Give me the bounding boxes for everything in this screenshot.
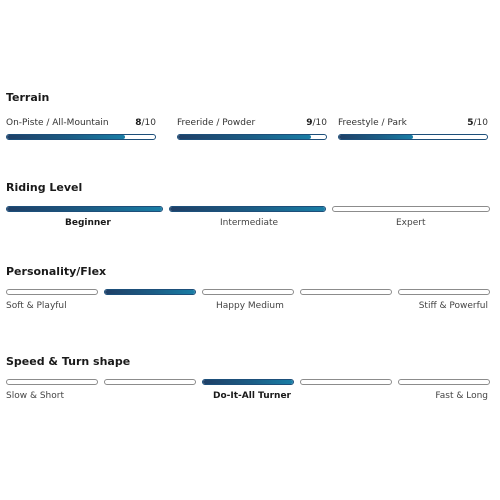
terrain-score: 5/10	[467, 118, 488, 128]
speed-turn-title: Speed & Turn shape	[6, 355, 131, 368]
terrain-label: Freestyle / Park	[338, 118, 407, 128]
terrain-on-piste	[6, 118, 156, 140]
personality-label-soft: Soft & Playful	[6, 301, 67, 311]
riding-level-title: Riding Level	[6, 181, 83, 194]
speed-turn-label-do-it-all: Do-It-All Turner	[213, 391, 291, 401]
terrain-score: 8/10	[135, 118, 156, 128]
terrain-score: 9/10	[306, 118, 327, 128]
personality-segment-1	[6, 289, 98, 295]
riding-level-label-beginner: Beginner	[65, 218, 111, 228]
terrain-bar	[6, 134, 156, 140]
personality-segment-2	[104, 289, 196, 295]
speed-turn-segment-2	[104, 379, 196, 385]
personality-title: Personality/Flex	[6, 265, 107, 278]
terrain-bar-fill	[339, 135, 413, 139]
speed-turn-label-slow: Slow & Short	[6, 391, 64, 401]
riding-level-bar-beginner	[6, 206, 163, 212]
speed-turn-segment-1	[6, 379, 98, 385]
riding-level-label-intermediate: Intermediate	[220, 218, 279, 228]
personality-segment-4	[300, 289, 392, 295]
personality-label-stiff: Stiff & Powerful	[418, 301, 488, 311]
terrain-bar-fill	[178, 135, 311, 139]
personality-label-medium: Happy Medium	[216, 301, 284, 311]
terrain-bar-fill	[7, 135, 125, 139]
riding-level-bar-intermediate	[169, 206, 326, 212]
speed-turn-segment-3	[202, 379, 294, 385]
terrain-title: Terrain	[6, 91, 50, 104]
speed-turn-segment-5	[398, 379, 490, 385]
terrain-freestyle	[338, 118, 488, 140]
speed-turn-label-fast: Fast & Long	[435, 391, 488, 401]
terrain-bar	[338, 134, 488, 140]
personality-segment-5	[398, 289, 490, 295]
terrain-label: Freeride / Powder	[177, 118, 256, 128]
speed-turn-segment-4	[300, 379, 392, 385]
personality-segment-3	[202, 289, 294, 295]
riding-level-bar-expert	[332, 206, 490, 212]
terrain-bar	[177, 134, 327, 140]
terrain-freeride	[177, 118, 327, 140]
terrain-label: On-Piste / All-Mountain	[6, 118, 109, 128]
riding-level-label-expert: Expert	[396, 218, 426, 228]
